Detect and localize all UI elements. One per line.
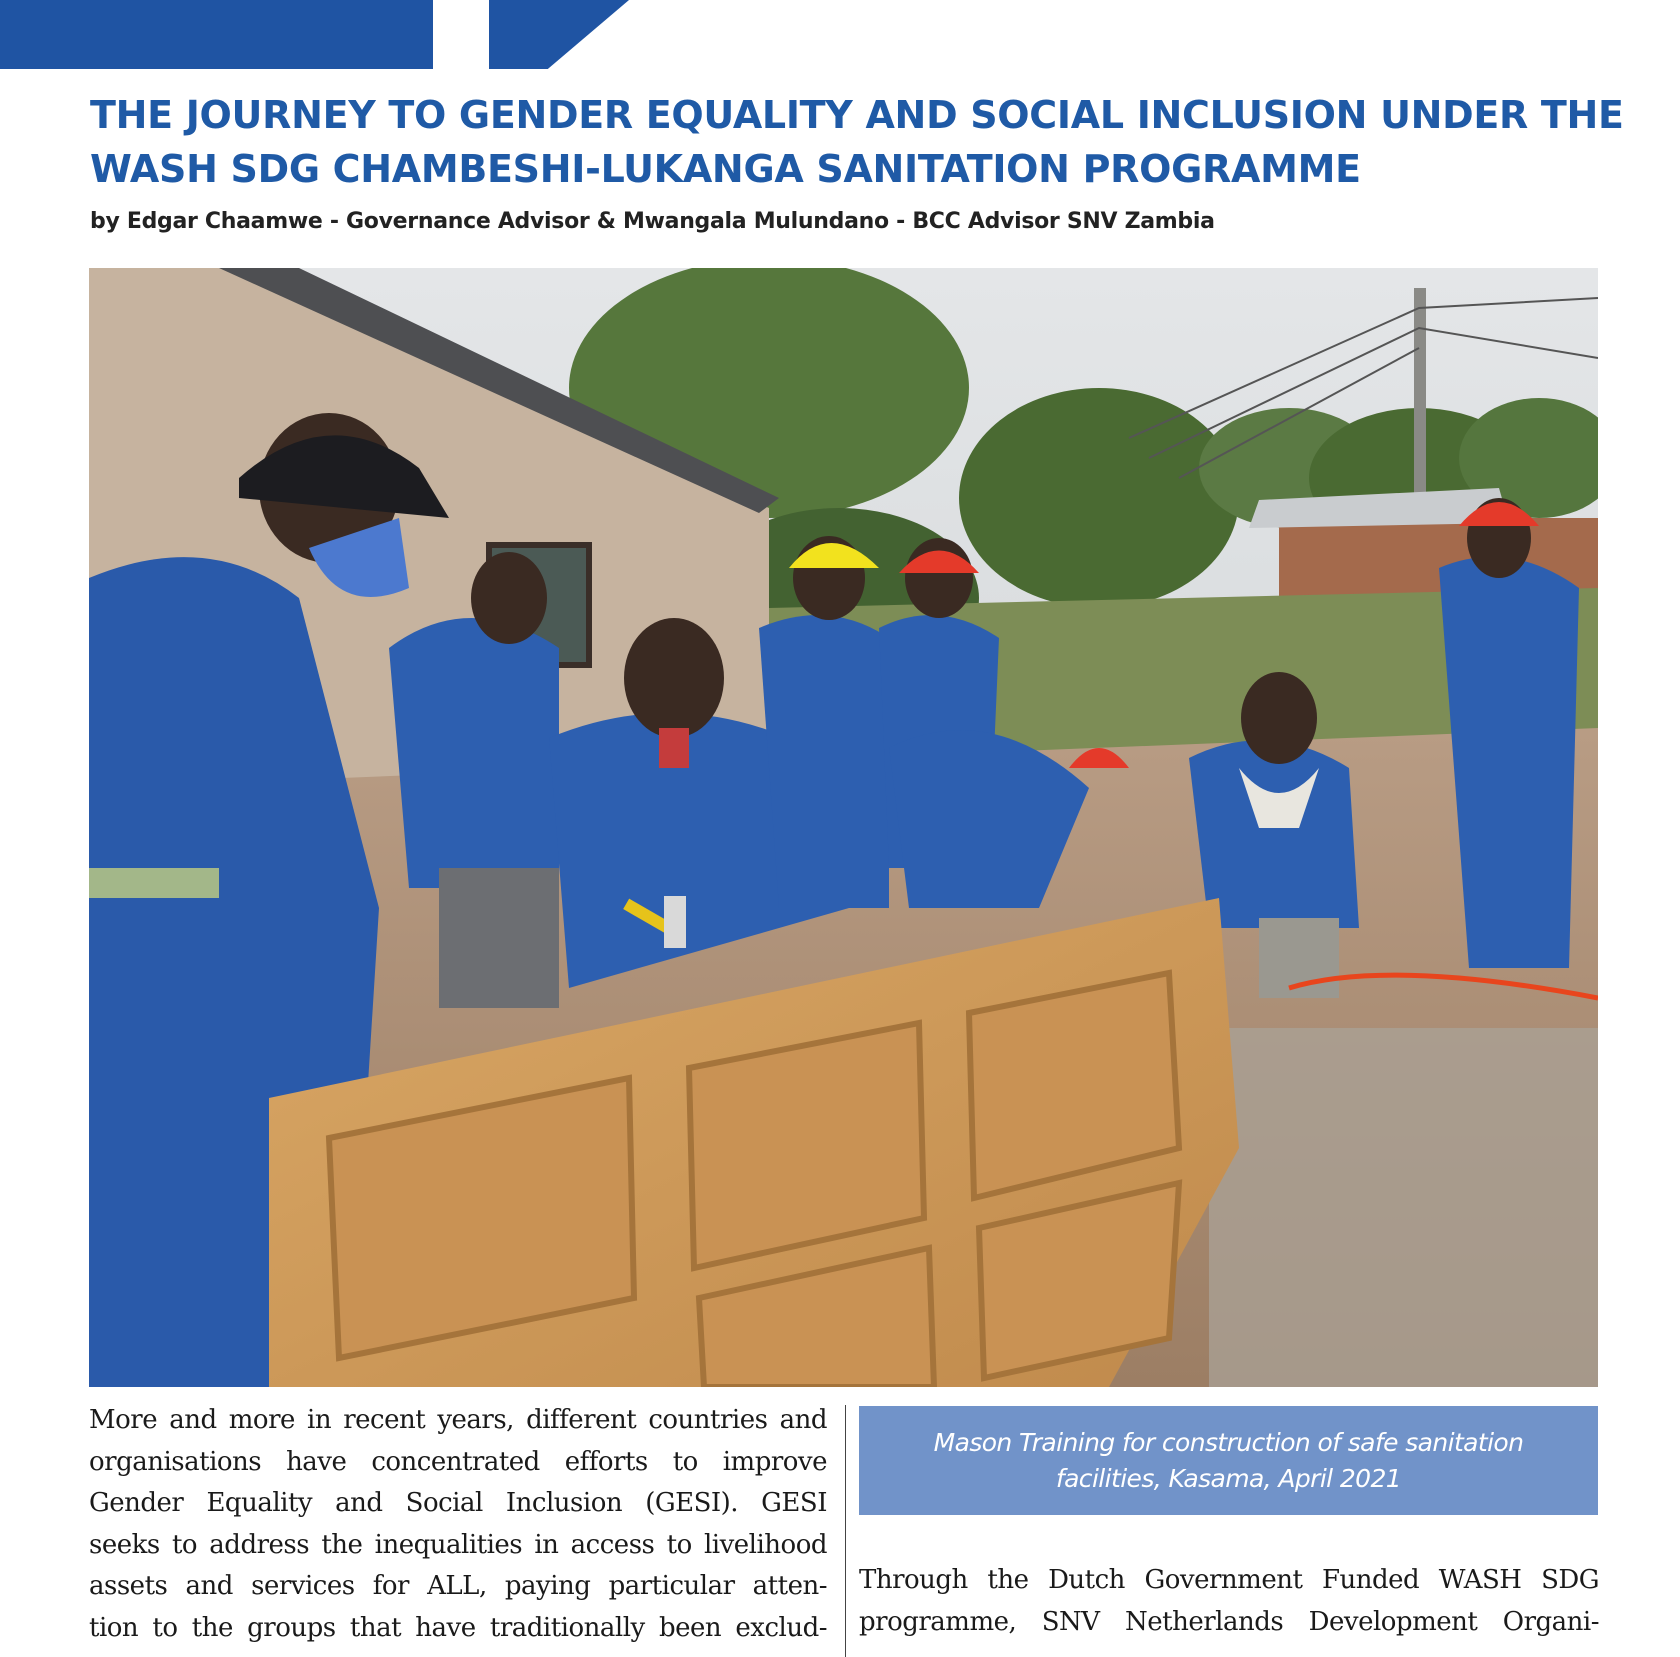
article-title [90,88,1624,196]
header-band-right [489,0,629,69]
title-line: THE JOURNEY TO GENDER EQUALITY AND SOCIAL INCLUSION UNDER THE [90,93,1624,137]
body-line: Through the Dutch Government Funded WASH SDG [859,1565,1599,1595]
article-byline: by Edgar Chaamwe - Governance Advisor & Mwangala Mulundano - BCC Advisor SNV Zambia [90,209,1215,234]
body-line: tion to the groups that have traditionally been exclud- [89,1612,827,1643]
body-line: More and more in recent years, different countries and [89,1405,827,1435]
body-line: programme, SNV Netherlands Development Organi- [859,1606,1599,1637]
title-line: WASH SDG CHAMBESHI-LUKANGA SANITATION PROGRAMME [90,147,1361,191]
body-line: seeks to address the inequalities in access to livelihood [89,1529,827,1560]
body-line: Gender Equality and Social Inclusion (GESI). GESI [89,1488,827,1518]
body-column-right [859,1560,1599,1657]
concrete-pad [1209,1028,1598,1387]
body-line: assets and services for ALL, paying particular atten- [89,1571,827,1601]
photo-caption: Mason Training for construction of safe sanitation facilities, Kasama, April 2021 [933,1427,1524,1493]
article-photo [89,268,1598,1387]
photo-caption-box [859,1406,1598,1515]
column-divider [845,1405,846,1657]
body-column-left [89,1400,827,1657]
header-band-left [0,0,433,69]
body-line: organisations have concentrated efforts to improve [89,1446,827,1477]
